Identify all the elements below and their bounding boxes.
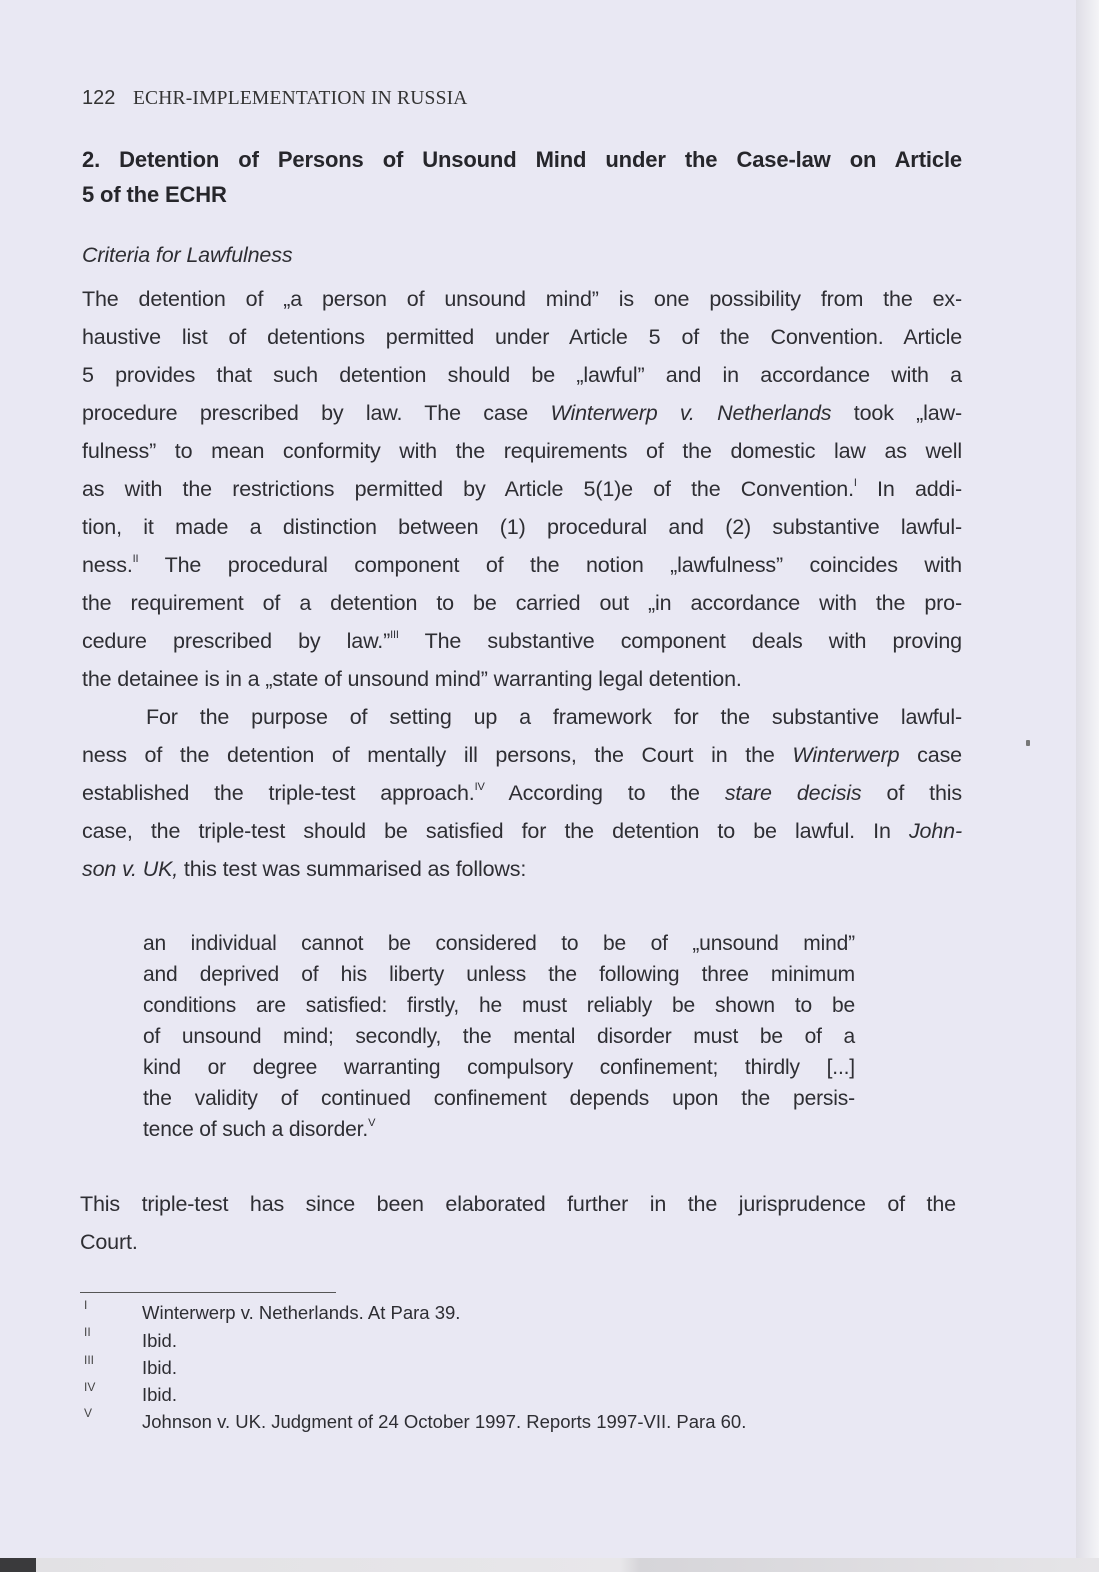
paragraph-2-line xyxy=(82,741,962,769)
block-quote-line: and deprived of his liberty unless the following three minimum xyxy=(143,963,855,986)
section-heading-line-2: 5 of the ECHR xyxy=(82,182,227,207)
paragraph-1-line: tion, it made a distinction between (1) procedural and (2) substantive lawful- xyxy=(82,515,962,539)
footnote-ref: IV xyxy=(474,781,485,793)
paragraph-3-line: Court. xyxy=(80,1230,138,1254)
subheading: Criteria for Lawfulness xyxy=(82,243,293,267)
paragraph-2-line xyxy=(82,817,962,845)
footnote-ref: III xyxy=(390,629,399,641)
text-run: ness of the detention of mentally ill persons, the Court in the xyxy=(82,743,793,767)
footnote-separator xyxy=(80,1292,336,1293)
page-edge-shadow xyxy=(1076,0,1099,1572)
paragraph-1-line xyxy=(82,627,962,659)
text-run: procedure prescribed by law. The case xyxy=(82,401,551,425)
footnote-mark: IV xyxy=(84,1380,96,1394)
running-header xyxy=(82,87,468,110)
paragraph-1-line: the detainee is in a „state of unsound mind” warranting legal detention. xyxy=(82,667,742,691)
paragraph-1-line: 5 provides that such detention should be „lawful” and in accordance with a xyxy=(82,363,962,387)
case-name-italic: Winterwerp xyxy=(792,743,900,767)
text-run: The substantive component deals with proving xyxy=(398,629,962,653)
paragraph-1-line: The detention of „a person of unsound mind” is one possibility from the ex- xyxy=(82,287,962,311)
case-name-italic: son v. UK, xyxy=(82,857,179,881)
block-quote-line: of unsound mind; secondly, the mental disorder must be of a xyxy=(143,1025,855,1048)
text-run: case xyxy=(899,743,962,767)
footnote-mark: II xyxy=(84,1325,91,1339)
block-quote-line: the validity of continued confinement depends upon the persis- xyxy=(143,1087,855,1110)
section-heading-line-1: 2. Detention of Persons of Unsound Mind under the Case-law on Article xyxy=(82,147,962,172)
page-number: 122 xyxy=(82,87,116,109)
text-run: In addi- xyxy=(856,477,962,501)
text-run: established the triple-test approach. xyxy=(82,781,475,805)
latin-term-italic: stare decisis xyxy=(724,781,862,805)
block-quote-line: an individual cannot be considered to be of „unsound mind” xyxy=(143,932,855,955)
text-run: ness. xyxy=(82,553,133,577)
text-run: of this xyxy=(861,781,963,805)
paragraph-1-line: haustive list of detentions permitted under Article 5 of the Convention. Article xyxy=(82,325,962,349)
paragraph-1-line xyxy=(82,475,962,507)
footnote-text: Ibid. xyxy=(142,1330,177,1351)
text-run: case, the triple-test should be satisfied for the detention to be lawful. In xyxy=(82,819,909,843)
paragraph-1-line xyxy=(82,399,962,427)
case-name-italic: John- xyxy=(908,819,962,843)
footnote-text: Ibid. xyxy=(142,1357,177,1378)
paragraph-1-line: the requirement of a detention to be carried out „in accordance with the pro- xyxy=(82,591,962,615)
scan-speck xyxy=(1026,740,1030,746)
text-run: tence of such a disorder. xyxy=(143,1118,369,1141)
running-title: ECHR-IMPLEMENTATION IN RUSSIA xyxy=(132,88,468,109)
footnote-text: Winterwerp v. Netherlands. At Para 39. xyxy=(142,1302,461,1323)
footnote-mark: III xyxy=(84,1353,95,1367)
paragraph-2-line: For the purpose of setting up a framework for the substantive lawful- xyxy=(146,705,962,729)
text-run: cedure prescribed by law.” xyxy=(82,629,391,653)
footnote-mark: I xyxy=(84,1298,88,1312)
text-run: as with the restrictions permitted by Article 5(1)e of the Convention. xyxy=(82,477,854,501)
scan-bottom-edge xyxy=(0,1558,1099,1572)
footnote-ref: V xyxy=(368,1117,376,1129)
text-run: this test was summarised as follows: xyxy=(178,857,527,881)
paragraph-1-line: fulness” to mean conformity with the requirements of the domestic law as well xyxy=(82,439,962,463)
text-run: took „law- xyxy=(831,401,962,425)
footnote-text: Ibid. xyxy=(142,1384,177,1405)
block-quote-line: kind or degree warranting compulsory confinement; thirdly [...] xyxy=(143,1056,855,1079)
block-quote-line: conditions are satisfied: firstly, he must reliably be shown to be xyxy=(143,994,855,1017)
footnote-ref: I xyxy=(853,477,857,489)
paragraph-3-line: This triple-test has since been elaborated further in the jurisprudence of the xyxy=(80,1192,956,1216)
block-quote-line xyxy=(143,1117,855,1146)
paragraph-2-line xyxy=(82,855,962,883)
footnote-ref: II xyxy=(132,553,139,565)
text-run: According to the xyxy=(484,781,725,805)
text-run: The procedural component of the notion „lawfulness” coincides with xyxy=(138,553,962,577)
footnote-mark: V xyxy=(84,1406,93,1420)
case-name-italic: Winterwerp v. Netherlands xyxy=(550,401,832,425)
paragraph-2-line xyxy=(82,779,962,811)
paragraph-1-line xyxy=(82,551,962,583)
footnote-text: Johnson v. UK. Judgment of 24 October 1997. Reports 1997-VII. Para 60. xyxy=(142,1411,747,1432)
